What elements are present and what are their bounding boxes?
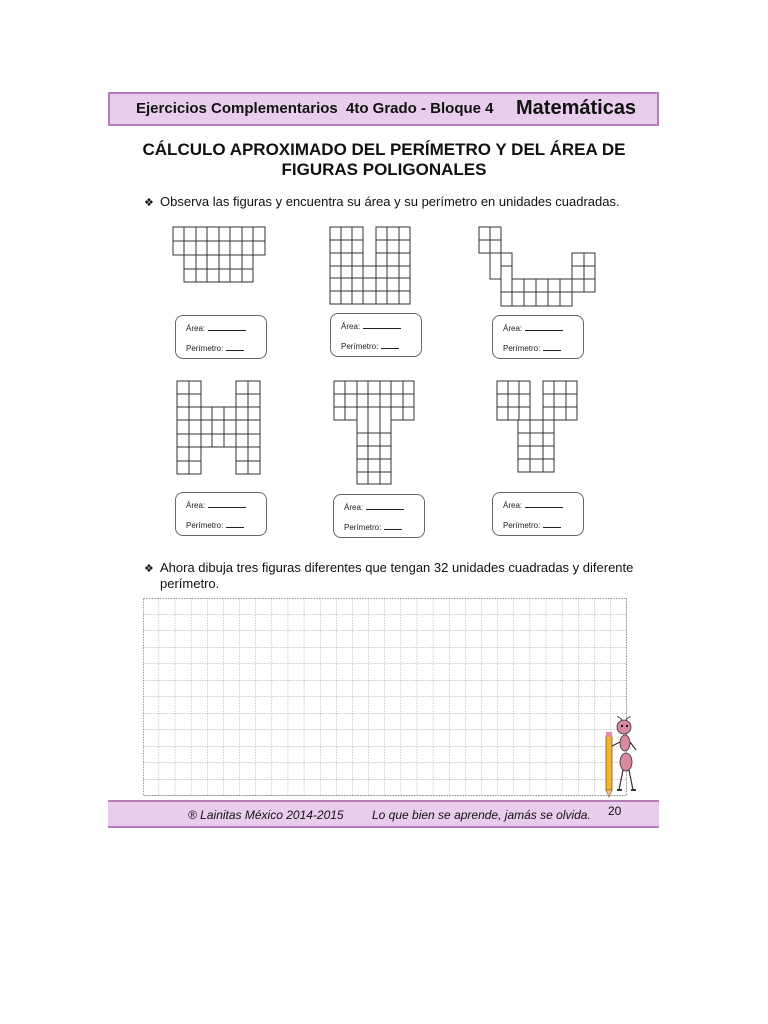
diamond-bullet-icon: ❖ xyxy=(144,563,154,575)
header-bar xyxy=(108,92,659,126)
perimeter-label: Perímetro: xyxy=(341,342,379,351)
page-title-line2: FIGURAS POLIGONALES xyxy=(281,160,487,179)
copyright-text: ® Lainitas México 2014-2015 xyxy=(188,808,344,822)
perimeter-label: Perímetro: xyxy=(186,344,224,353)
answer-box-5[interactable] xyxy=(333,494,425,538)
area-label: Área: xyxy=(503,501,523,510)
area-label: Área: xyxy=(186,324,206,333)
page-number: 20 xyxy=(608,804,622,818)
figure-6 xyxy=(496,380,580,474)
figure-4 xyxy=(176,380,262,476)
answer-box-4[interactable] xyxy=(175,492,267,536)
figure-1 xyxy=(172,226,268,284)
perimeter-label: Perímetro: xyxy=(503,344,541,353)
footer-bar xyxy=(108,800,659,828)
answer-box-1[interactable] xyxy=(175,315,267,359)
area-label: Área: xyxy=(186,501,206,510)
area-label: Área: xyxy=(341,322,361,331)
subject-title: Matemáticas xyxy=(516,97,637,119)
answer-box-6[interactable] xyxy=(492,492,584,536)
drawing-grid[interactable] xyxy=(143,598,627,796)
grade-label: 4to Grado - Bloque 4 xyxy=(346,100,494,117)
area-label: Área: xyxy=(344,503,364,512)
figure-5 xyxy=(333,380,417,486)
perimeter-label: Perímetro: xyxy=(503,521,541,530)
instruction-2-line1: Ahora dibuja tres figuras diferentes que tengan 32 unidades cuadradas y diferente xyxy=(160,560,634,575)
answer-box-3[interactable] xyxy=(492,315,584,359)
instruction-1: Observa las figuras y encuentra su área y su perímetro en unidades cuadradas. xyxy=(160,194,620,209)
perimeter-label: Perímetro: xyxy=(344,523,382,532)
perimeter-label: Perímetro: xyxy=(186,521,224,530)
diamond-bullet-icon: ❖ xyxy=(144,197,154,209)
figure-2 xyxy=(329,226,413,306)
series-title: Ejercicios Complementarios xyxy=(136,100,338,117)
figure-3 xyxy=(478,226,598,308)
motto-text: Lo que bien se aprende, jamás se olvida. xyxy=(372,808,591,822)
ant-mascot-icon xyxy=(598,716,642,798)
instruction-2-line2: perímetro. xyxy=(160,576,220,591)
answer-box-2[interactable] xyxy=(330,313,422,357)
area-label: Área: xyxy=(503,324,523,333)
page-title-line1: CÁLCULO APROXIMADO DEL PERÍMETRO Y DEL ÁREA DE xyxy=(142,140,626,159)
